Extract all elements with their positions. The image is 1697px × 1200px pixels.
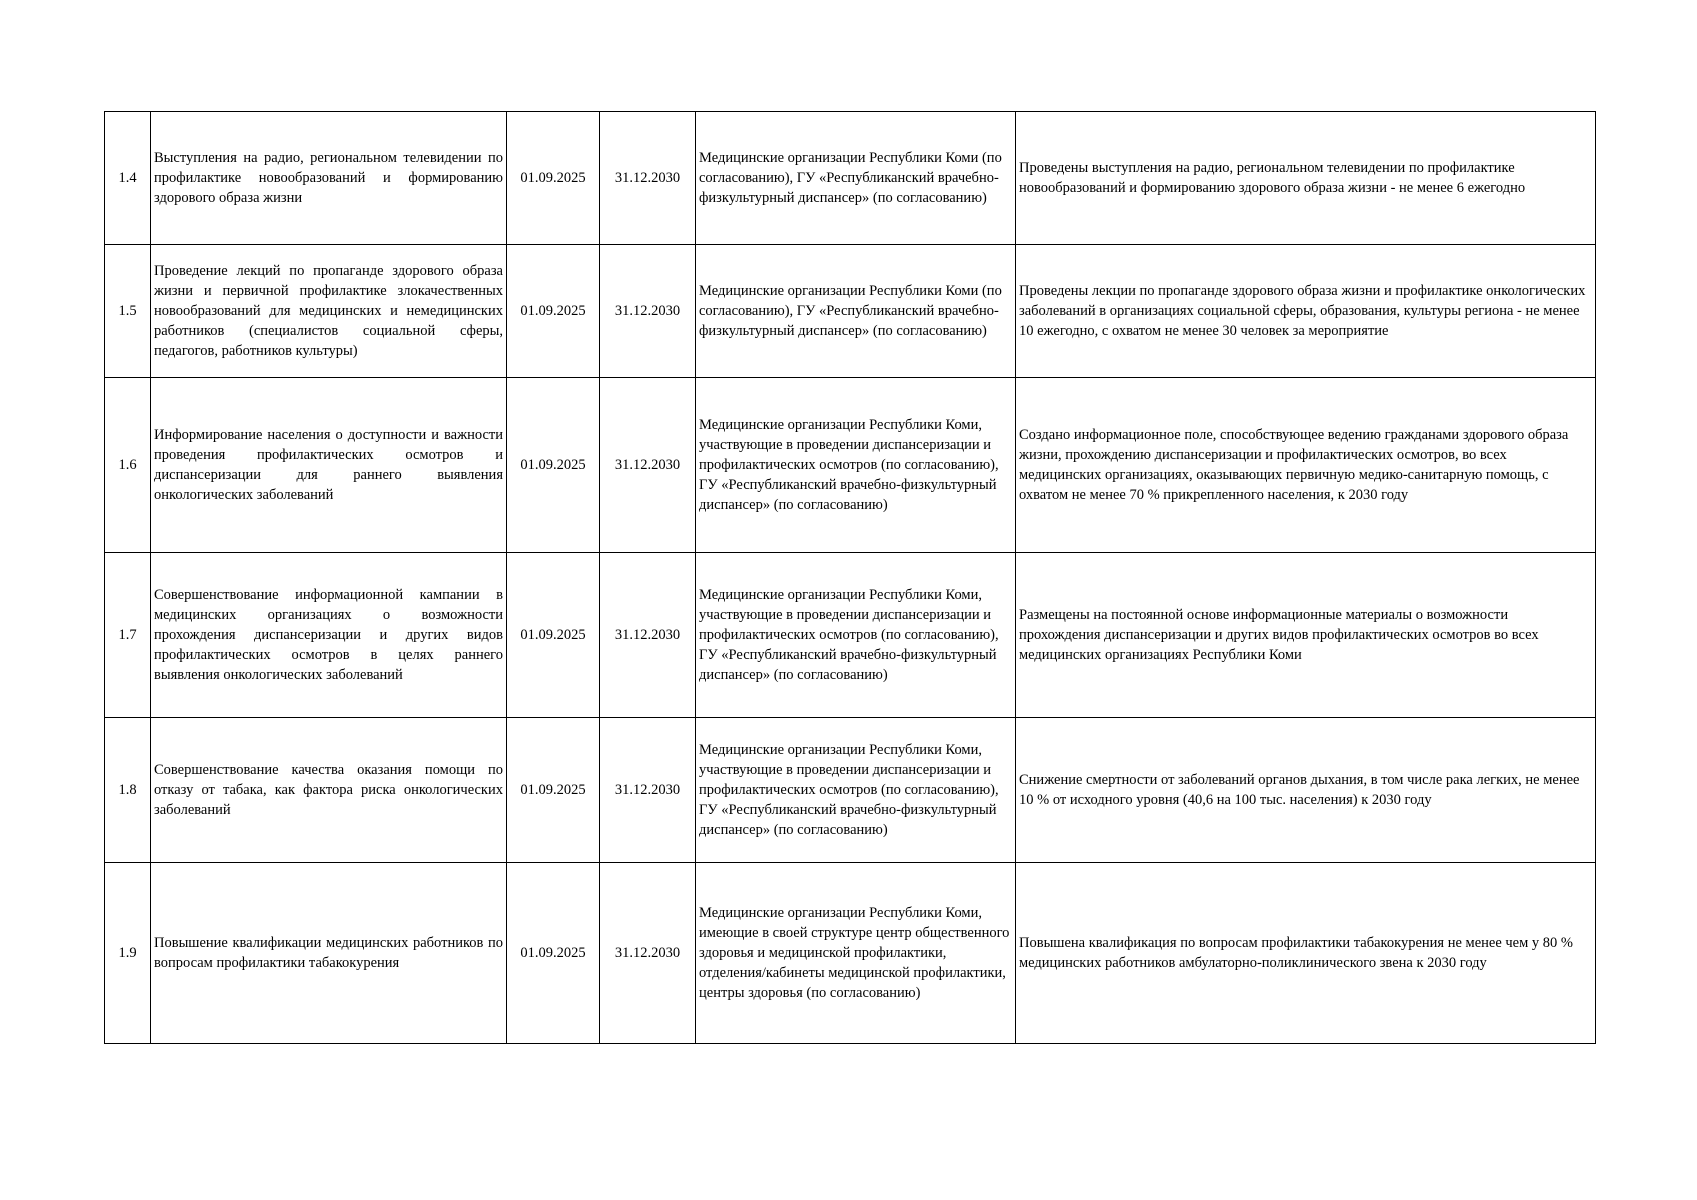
activity-cell: Проведение лекций по пропаганде здорового образа жизни и первичной профилактике злокачественных новообразований для медицинских и немедицинских работников (специалистов социальной сферы, педагогов, работников культуры) (151, 245, 507, 378)
table-row (105, 553, 1596, 718)
table-row (105, 863, 1596, 1044)
measures-table (104, 111, 1596, 1044)
activity-cell: Выступления на радио, региональном телевидении по профилактике новообразований и формированию здорового образа жизни (151, 112, 507, 245)
activity-cell: Совершенствование информационной кампании в медицинских организациях о возможности прохождения диспансеризации и других видов профилактических осмотров в целях раннего выявления онкологических заболеваний (151, 553, 507, 718)
start-date: 01.09.2025 (507, 718, 600, 863)
row-number: 1.5 (105, 245, 151, 378)
table-row (105, 245, 1596, 378)
result-cell: Создано информационное поле, способствующее ведению гражданами здорового образа жизни, прохождению диспансеризации и профилактических осмотров, во всех медицинских организациях, оказывающих первичную медико-санитарную помощь, с охватом не менее 70 % прикрепленного населения, к 2030 году (1016, 378, 1596, 553)
executors-cell: Медицинские организации Республики Коми, имеющие в своей структуре центр общественного здоровья и медицинской профилактики, отделения/кабинеты медицинской профилактики, центры здоровья (по согласованию) (696, 863, 1016, 1044)
row-number: 1.6 (105, 378, 151, 553)
end-date: 31.12.2030 (600, 718, 696, 863)
executors-cell: Медицинские организации Республики Коми, участвующие в проведении диспансеризации и профилактических осмотров (по согласованию), ГУ «Республиканский врачебно-физкультурный диспансер» (по согласованию) (696, 553, 1016, 718)
table-row (105, 718, 1596, 863)
executors-cell: Медицинские организации Республики Коми, участвующие в проведении диспансеризации и профилактических осмотров (по согласованию), ГУ «Республиканский врачебно-физкультурный диспансер» (по согласованию) (696, 378, 1016, 553)
table-row (105, 112, 1596, 245)
executors-cell: Медицинские организации Республики Коми (по согласованию), ГУ «Республиканский врачебно-физкультурный диспансер» (по согласованию) (696, 112, 1016, 245)
end-date: 31.12.2030 (600, 112, 696, 245)
result-cell: Снижение смертности от заболеваний органов дыхания, в том числе рака легких, не менее 10 % от исходного уровня (40,6 на 100 тыс. населения) к 2030 году (1016, 718, 1596, 863)
start-date: 01.09.2025 (507, 553, 600, 718)
activity-cell: Повышение квалификации медицинских работников по вопросам профилактики табакокурения (151, 863, 507, 1044)
activity-cell: Информирование населения о доступности и важности проведения профилактических осмотров и диспансеризации для раннего выявления онкологических заболеваний (151, 378, 507, 553)
row-number: 1.9 (105, 863, 151, 1044)
executors-cell: Медицинские организации Республики Коми, участвующие в проведении диспансеризации и профилактических осмотров (по согласованию), ГУ «Республиканский врачебно-физкультурный диспансер» (по согласованию) (696, 718, 1016, 863)
result-cell: Размещены на постоянной основе информационные материалы о возможности прохождения диспансеризации и других видов профилактических осмотров во всех медицинских организациях Республики Коми (1016, 553, 1596, 718)
result-cell: Повышена квалификация по вопросам профилактики табакокурения не менее чем у 80 % медицинских работников амбулаторно-поликлинического звена к 2030 году (1016, 863, 1596, 1044)
end-date: 31.12.2030 (600, 378, 696, 553)
start-date: 01.09.2025 (507, 378, 600, 553)
row-number: 1.7 (105, 553, 151, 718)
end-date: 31.12.2030 (600, 553, 696, 718)
result-cell: Проведены выступления на радио, региональном телевидении по профилактике новообразований и формированию здорового образа жизни - не менее 6 ежегодно (1016, 112, 1596, 245)
start-date: 01.09.2025 (507, 863, 600, 1044)
start-date: 01.09.2025 (507, 112, 600, 245)
end-date: 31.12.2030 (600, 863, 696, 1044)
table-row (105, 378, 1596, 553)
end-date: 31.12.2030 (600, 245, 696, 378)
start-date: 01.09.2025 (507, 245, 600, 378)
executors-cell: Медицинские организации Республики Коми (по согласованию), ГУ «Республиканский врачебно-физкультурный диспансер» (по согласованию) (696, 245, 1016, 378)
result-cell: Проведены лекции по пропаганде здорового образа жизни и профилактике онкологических заболеваний в организациях социальной сферы, образования, культуры региона - не менее 10 ежегодно, с охватом не менее 30 человек за мероприятие (1016, 245, 1596, 378)
row-number: 1.8 (105, 718, 151, 863)
activity-cell: Совершенствование качества оказания помощи по отказу от табака, как фактора риска онкологических заболеваний (151, 718, 507, 863)
row-number: 1.4 (105, 112, 151, 245)
